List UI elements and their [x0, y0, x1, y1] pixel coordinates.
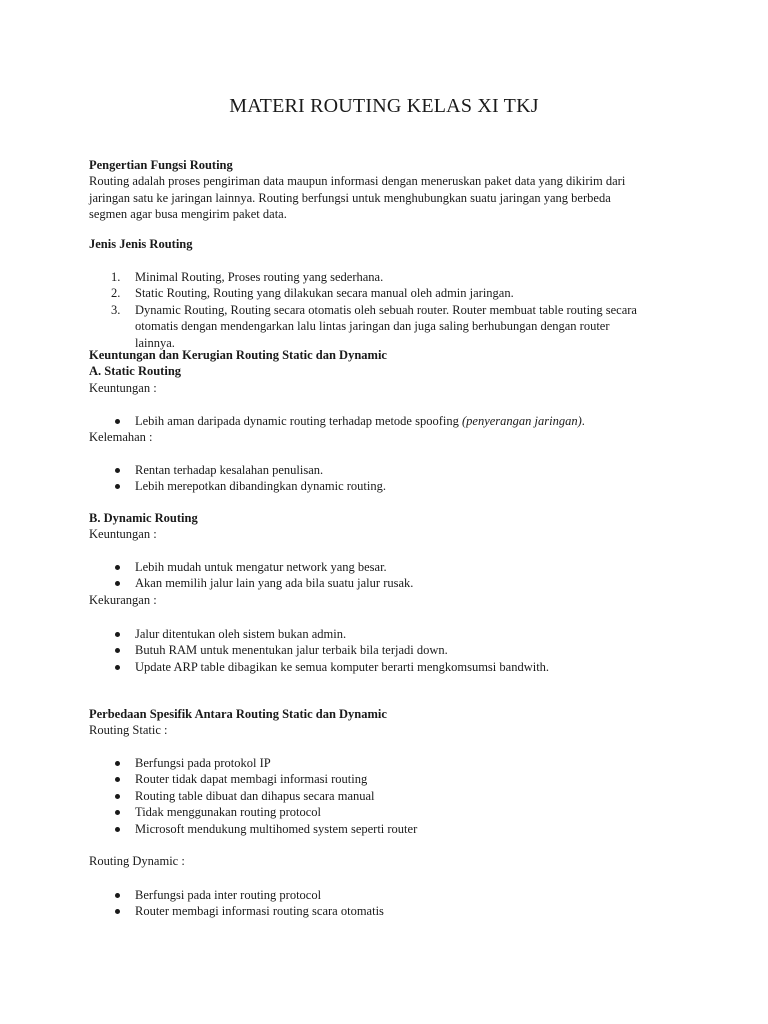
label: Kekurangan : — [89, 593, 157, 607]
bullet-icon — [115, 909, 120, 914]
label: Kelemahan : — [89, 430, 153, 444]
bullet-icon — [115, 468, 120, 473]
bullet-list — [89, 413, 679, 429]
section-heading: Keuntungan dan Kerugian Routing Static dan Dynamic — [89, 348, 387, 362]
dynamic-routing-block — [89, 510, 679, 543]
bullet-icon — [115, 893, 120, 898]
list-item — [89, 413, 679, 429]
paragraph-line: Routing adalah proses pengiriman data maupun informasi dengan meneruskan paket data yang dikirim dari — [89, 174, 626, 189]
bullet-list — [89, 887, 679, 920]
section-perbedaan — [89, 706, 679, 739]
list-text: Akan memilih jalur lain yang ada bila suatu jalur rusak. — [135, 576, 414, 591]
list-item — [89, 771, 679, 787]
bullet-icon — [115, 632, 120, 637]
list-item — [89, 804, 679, 820]
list-item — [89, 269, 679, 285]
bullet-icon — [115, 794, 120, 799]
list-item — [89, 788, 679, 804]
bullet-icon — [115, 827, 120, 832]
list-text-end: . — [581, 414, 585, 428]
list-text: Dynamic Routing, Routing secara otomatis oleh sebuah router. Router membuat table routing secara — [135, 302, 637, 317]
list-text: Routing table dibuat dan dihapus secara manual — [135, 788, 375, 803]
bullet-icon — [115, 777, 120, 782]
list-text: Update ARP table dibagikan ke semua komputer berarti mengkomsumsi bandwith. — [135, 659, 550, 674]
list-item — [89, 626, 679, 642]
list-text: Static Routing, Routing yang dilakukan secara manual oleh admin jaringan. — [135, 286, 514, 301]
list-text: Minimal Routing, Proses routing yang sederhana. — [135, 270, 384, 284]
section-heading: Jenis Jenis Routing — [89, 237, 193, 251]
bullet-icon — [115, 484, 120, 489]
bullet-list — [89, 755, 679, 837]
list-text: otomatis dengan mendengarkan lalu lintas jaringan dan juga saling berhubungan dengan router — [135, 319, 610, 334]
list-text: Berfungsi pada protokol IP — [135, 756, 271, 770]
section-keuntungan-kerugian — [89, 347, 679, 396]
list-text: lainnya. — [135, 335, 175, 350]
list-item — [89, 755, 679, 771]
label: Routing Dynamic : — [89, 854, 185, 868]
subsection-heading: A. Static Routing — [89, 364, 182, 379]
list-item — [89, 285, 679, 301]
list-text: Butuh RAM untuk menentukan jalur terbaik bila terjadi down. — [135, 643, 448, 658]
bullet-list — [89, 559, 679, 592]
list-text: Router tidak dapat membagi informasi routing — [135, 772, 368, 787]
list-item — [89, 478, 679, 494]
bullet-icon — [115, 419, 120, 424]
paragraph-line: segmen agar busa mengirim paket data. — [89, 207, 287, 222]
bullet-icon — [115, 581, 120, 586]
list-text-italic: (penyerangan jaringan) — [461, 414, 582, 428]
list-text: Lebih merepotkan dibandingkan dynamic routing. — [135, 479, 386, 494]
section-heading: Pengertian Fungsi Routing — [89, 158, 233, 172]
list-item — [89, 575, 679, 591]
label: Routing Static : — [89, 723, 168, 738]
section-jenis — [89, 236, 679, 252]
label: Keuntungan : — [89, 527, 157, 542]
bullet-icon — [115, 761, 120, 766]
section-pengertian — [89, 157, 679, 223]
list-item — [89, 642, 679, 658]
list-text: Jalur ditentukan oleh sistem bukan admin. — [135, 627, 347, 641]
bullet-list — [89, 626, 679, 675]
paragraph-line: jaringan satu ke jaringan lainnya. Routing berfungsi untuk menghubungkan suatu jaringan yang berbeda — [89, 190, 611, 205]
list-item — [89, 887, 679, 903]
list-text: Berfungsi pada inter routing protocol — [135, 888, 322, 902]
list-item — [89, 821, 679, 837]
routing-dynamic-label-block — [89, 853, 679, 869]
list-number: 3. — [111, 302, 121, 317]
bullet-icon — [115, 565, 120, 570]
kekurangan-label-block — [89, 592, 679, 608]
section-heading: Perbedaan Spesifik Antara Routing Static dan Dynamic — [89, 707, 387, 721]
bullet-icon — [115, 665, 120, 670]
document-title: MATERI ROUTING KELAS XI TKJ — [229, 95, 539, 117]
subsection-heading: B. Dynamic Routing — [89, 511, 198, 525]
list-item — [89, 302, 679, 351]
list-text: Tidak menggunakan routing protocol — [135, 805, 321, 820]
list-text: Rentan terhadap kesalahan penulisan. — [135, 463, 324, 477]
bullet-icon — [115, 810, 120, 815]
list-number: 1. — [111, 270, 121, 284]
list-item — [89, 559, 679, 575]
bullet-icon — [115, 648, 120, 653]
numbered-list — [89, 269, 679, 351]
list-item — [89, 659, 679, 675]
list-number: 2. — [111, 286, 121, 301]
list-text: Lebih mudah untuk mengatur network yang besar. — [135, 560, 387, 574]
kelemahan-label-block — [89, 429, 679, 445]
list-item — [89, 903, 679, 919]
label: Keuntungan : — [89, 380, 157, 395]
bullet-list — [89, 462, 679, 495]
list-text: Microsoft mendukung multihomed system seperti router — [135, 821, 418, 836]
list-item — [89, 462, 679, 478]
list-text: Router membagi informasi routing scara otomatis — [135, 904, 384, 919]
list-text: Lebih aman daripada dynamic routing terhadap metode spoofing — [135, 414, 462, 428]
